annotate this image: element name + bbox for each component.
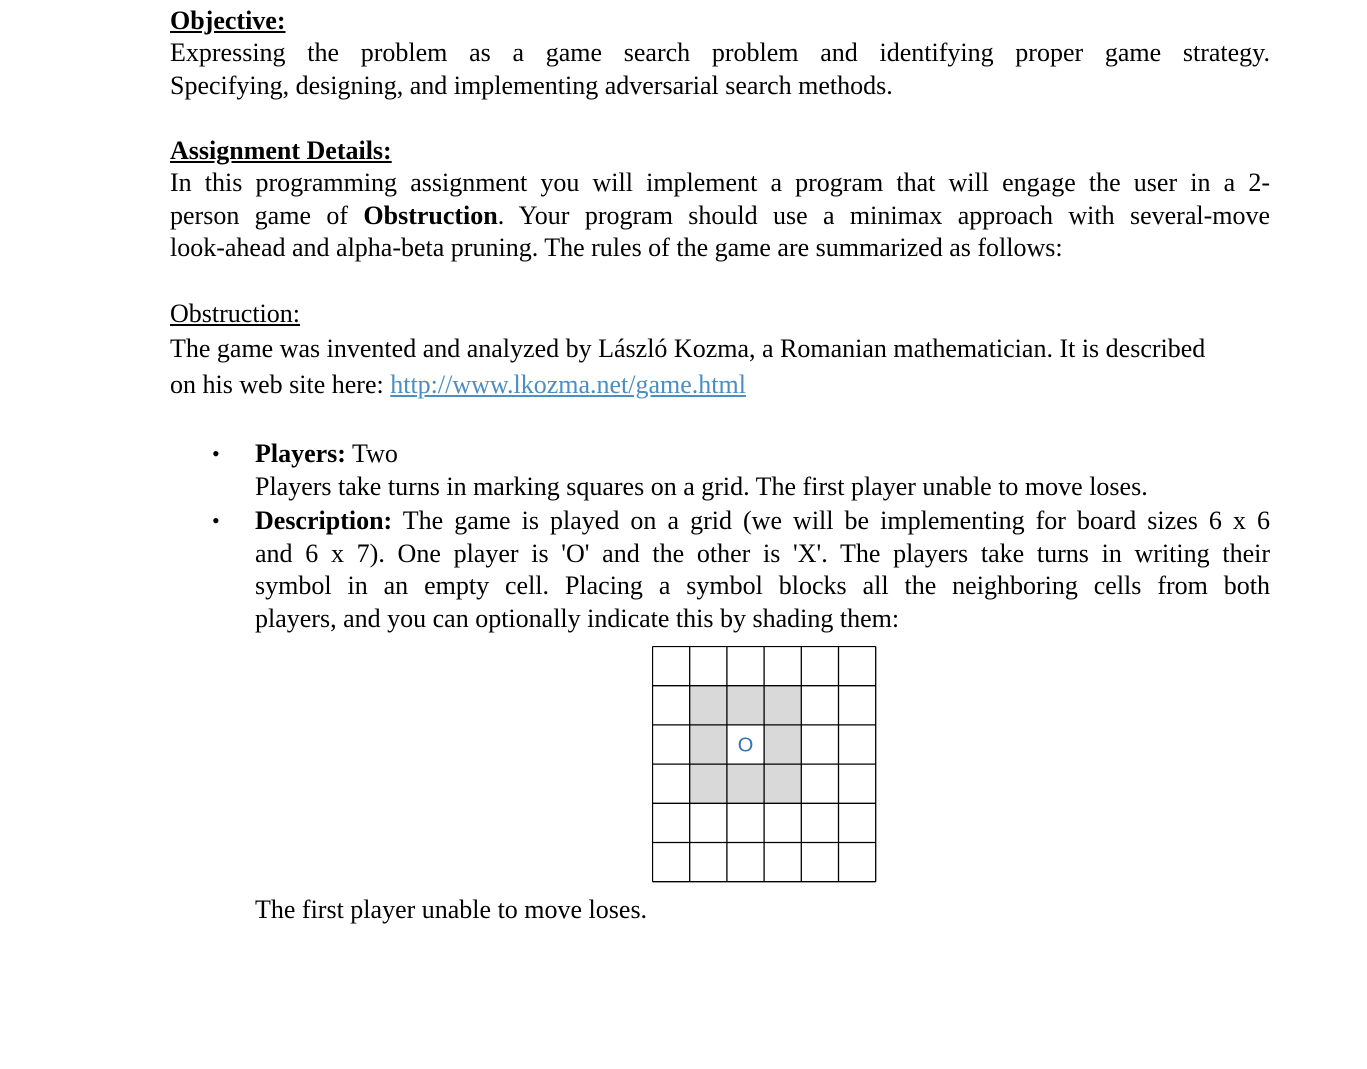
bullet-players [255,438,1270,503]
assignment-line-2-pre: person game of [170,200,364,230]
blocked-cell [764,764,801,803]
assignment-line-1: In this programming assignment you will implement a program that will engage the user in a 2- [170,168,1270,197]
assignment-heading: Assignment Details: [170,136,392,165]
game-grid [652,646,878,884]
blocked-cell [727,686,764,725]
objective-line-1: Expressing the problem as a game search problem and identifying proper game strategy. [170,38,1270,67]
assignment-line-3: look-ahead and alpha-beta pruning. The rules of the game are summarized as follows: [170,233,1063,262]
description-line-4: players, and you can optionally indicate this by shading them: [255,603,900,633]
obstruction-line-2-pre: on his web site here: [170,370,391,399]
assignment-line-2 [170,200,1270,233]
assignment-line-2-post: . Your program should use a minimax approach with several-move [497,200,1271,230]
obstruction-line-2 [170,369,1270,401]
assignment-paragraph [170,167,1270,265]
description-label: Description: [255,506,393,535]
game-name: Obstruction [363,200,498,230]
bullet-description [255,505,1270,635]
blocked-cell [727,764,764,803]
description-line-2: and 6 x 7). One player is 'O' and the other is 'X'. The players take turns in writing their [255,538,1270,568]
players-label: Players: [255,439,346,468]
description-line-3: symbol in an empty cell. Placing a symbol blocks all the neighboring cells from both [255,571,1270,600]
objective-paragraph [170,37,1270,102]
game-grid-figure [652,646,878,891]
game-website-link[interactable]: http://www.lkozma.net/game.html [390,370,746,399]
players-value: Two [345,439,398,468]
player-symbol: O [737,734,754,757]
objective-line-2: Specifying, designing, and implementing adversarial search methods. [170,70,893,100]
blocked-cell [690,686,727,725]
grid-caption: The first player unable to move loses. [255,895,648,924]
blocked-cell [690,725,727,764]
players-line-2: Players take turns in marking squares on a grid. The first player unable to move loses. [255,471,1148,501]
bullet-icon: • [212,508,220,533]
players-line-1 [255,438,1270,471]
description-line-1 [255,505,1270,538]
obstruction-line-1: The game was invented and analyzed by László Kozma, a Romanian mathematician. It is described [170,334,1206,363]
objective-heading: Objective: [170,6,286,35]
blocked-cell [764,725,801,764]
blocked-cell [764,686,801,725]
obstruction-heading: Obstruction: [170,299,300,328]
bullet-icon: • [212,441,220,466]
description-line-1-text: The game is played on a grid (we will be implementing for board sizes 6 x 6 [392,506,1270,535]
blocked-cell [690,764,727,803]
